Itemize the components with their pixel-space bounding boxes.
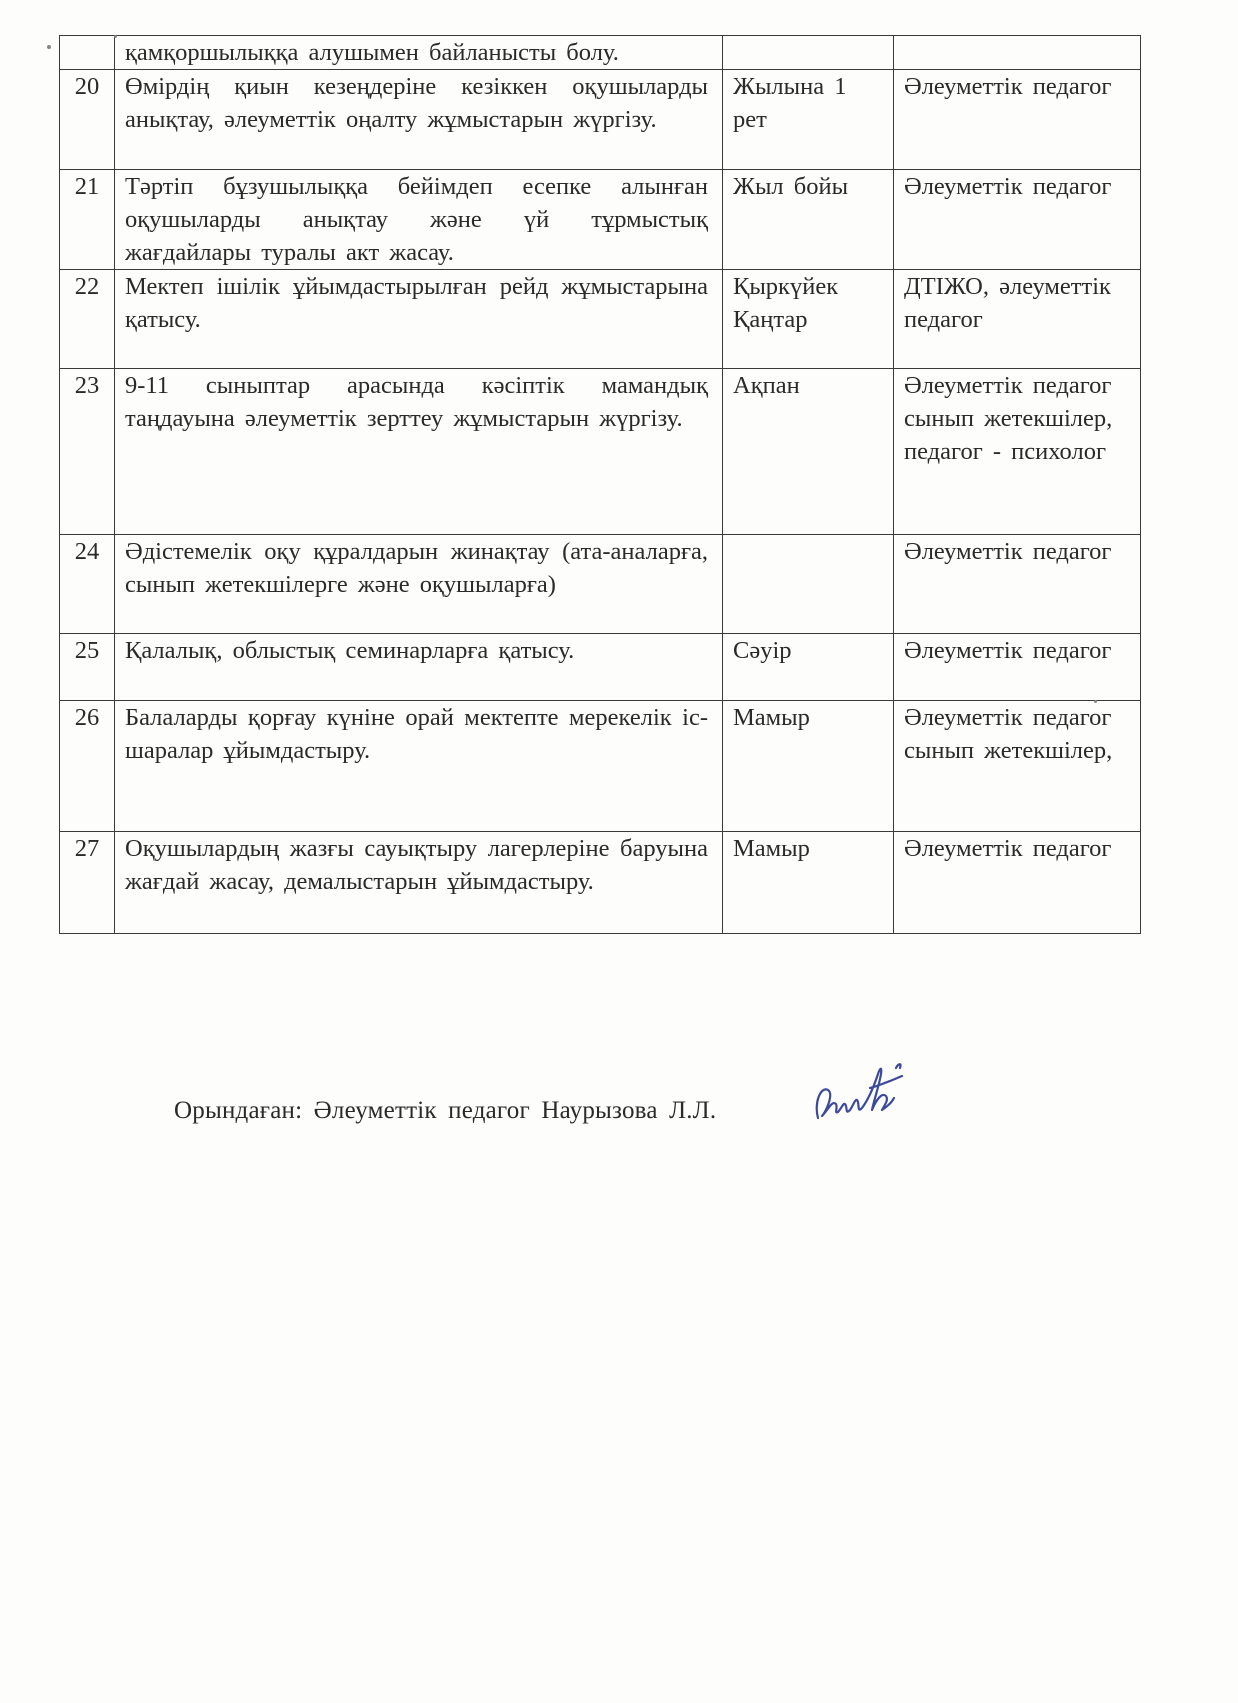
- activity-cell: Мектеп ішілік ұйымдастырылған рейд жұмыстарына қатысу.: [115, 270, 723, 369]
- activity-cell: 9-11 сыныптар арасында кәсіптік мамандық таңдауына әлеуметтік зерттеу жұмыстарын жүргізу.: [115, 369, 723, 535]
- scan-speck: [1094, 700, 1097, 703]
- table-row: [60, 701, 1141, 832]
- row-number: 20: [60, 70, 115, 170]
- timing-cell: Жыл бойы: [723, 170, 894, 270]
- activity-cell: Оқушылардың жазғы сауықтыру лагерлеріне баруына жағдай жасау, демалыстарын ұйымдастыру.: [115, 832, 723, 934]
- table-row: [60, 36, 1141, 70]
- handwritten-signature: [812, 1060, 908, 1130]
- row-number: 27: [60, 832, 115, 934]
- timing-cell: Мамыр: [723, 832, 894, 934]
- timing-cell: Жылына 1 рет: [723, 70, 894, 170]
- activity-plan-table: [59, 35, 1141, 934]
- table-row: [60, 535, 1141, 634]
- table-row: [60, 170, 1141, 270]
- row-number: 23: [60, 369, 115, 535]
- responsible-cell: Әлеуметтік педагог: [894, 535, 1141, 634]
- responsible-cell: Әлеуметтік педагог: [894, 634, 1141, 701]
- row-number: 22: [60, 270, 115, 369]
- table-row: [60, 70, 1141, 170]
- timing-cell: Сәуір: [723, 634, 894, 701]
- table-row: [60, 369, 1141, 535]
- activity-cell: Тәртіп бұзушылыққа бейімдеп есепке алынған оқушыларды анықтау және үй тұрмыстық жағдайлары туралы акт жасау.: [115, 170, 723, 270]
- responsible-cell: Әлеуметтік педагог сынып жетекшілер, педагог - психолог: [894, 369, 1141, 535]
- responsible-cell: Әлеуметтік педагог: [894, 70, 1141, 170]
- activity-cell: Балаларды қорғау күніне орай мектепте мерекелік іс-шаралар ұйымдастыру.: [115, 701, 723, 832]
- signed-by-line: Орындаған: Әлеуметтік педагог Наурызова Л.Л.: [174, 1097, 717, 1124]
- activity-cell: Қалалық, облыстық семинарларға қатысу.: [115, 634, 723, 701]
- table-row: [60, 634, 1141, 701]
- scan-speck: [47, 45, 51, 49]
- timing-cell: [723, 36, 894, 70]
- timing-cell: Ақпан: [723, 369, 894, 535]
- row-number: [60, 36, 115, 70]
- responsible-cell: Әлеуметтік педагог: [894, 832, 1141, 934]
- table-row: [60, 832, 1141, 934]
- responsible-cell: ДТІЖО, әлеуметтік педагог: [894, 270, 1141, 369]
- responsible-cell: [894, 36, 1141, 70]
- row-number: 24: [60, 535, 115, 634]
- row-number: 26: [60, 701, 115, 832]
- scan-speck: [114, 35, 117, 38]
- responsible-cell: Әлеуметтік педагог: [894, 170, 1141, 270]
- timing-cell: Мамыр: [723, 701, 894, 832]
- responsible-cell: Әлеуметтік педагог сынып жетекшілер,: [894, 701, 1141, 832]
- table-row: [60, 270, 1141, 369]
- activity-cell: Әдістемелік оқу құралдарын жинақтау (ата-аналарға, сынып жетекшілерге және оқушыларға): [115, 535, 723, 634]
- row-number: 25: [60, 634, 115, 701]
- timing-cell: [723, 535, 894, 634]
- row-number: 21: [60, 170, 115, 270]
- activity-cell: қамқоршылыққа алушымен байланысты болу.: [115, 36, 723, 70]
- timing-cell: Қыркүйек Қаңтар: [723, 270, 894, 369]
- activity-cell: Өмірдің қиын кезеңдеріне кезіккен оқушыларды анықтау, әлеуметтік оңалту жұмыстарын жүргізу.: [115, 70, 723, 170]
